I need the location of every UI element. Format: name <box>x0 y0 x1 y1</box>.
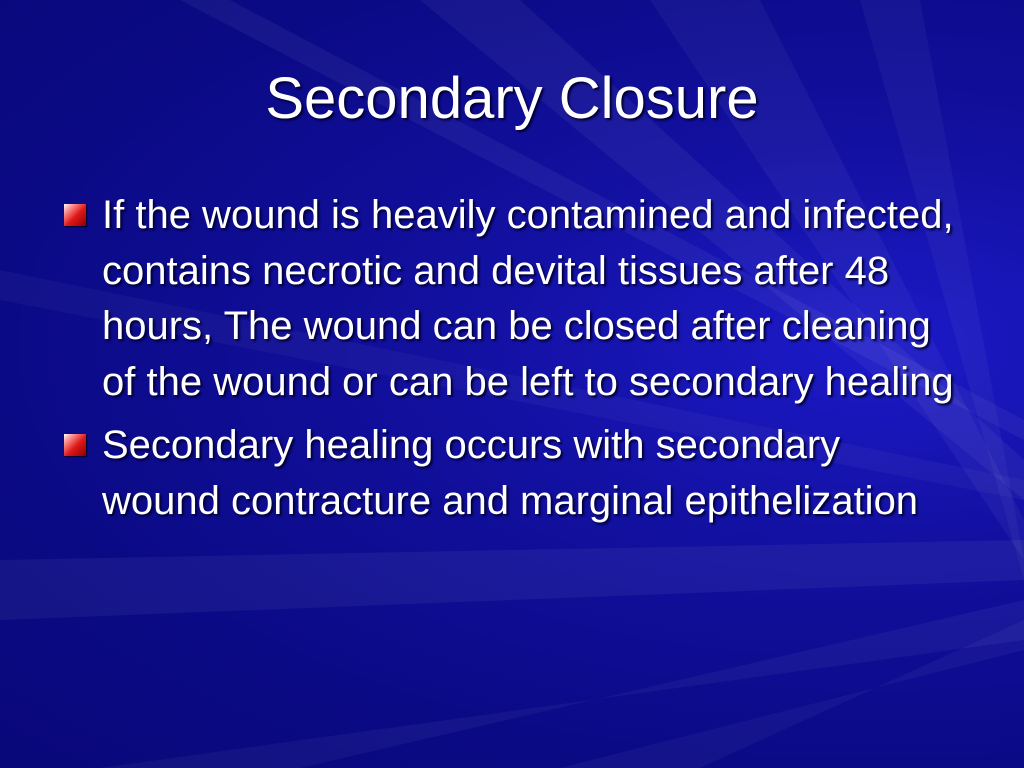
slide-title: Secondary Closure <box>265 66 759 131</box>
bullet-text: Secondary healing occurs with secondary wound contracture and marginal epithelization <box>102 423 919 523</box>
bullet-item <box>60 418 960 529</box>
red-square-bullet-icon <box>64 204 86 226</box>
bullet-text: If the wound is heavily contamined and infected, contains necrotic and devital tissues after 48 hours, The wound can be closed after cleaning of the wound or can be left to secondary healing <box>102 193 954 404</box>
red-square-bullet-icon <box>64 434 86 456</box>
bullet-item <box>60 188 960 410</box>
bullet-list <box>60 188 960 529</box>
